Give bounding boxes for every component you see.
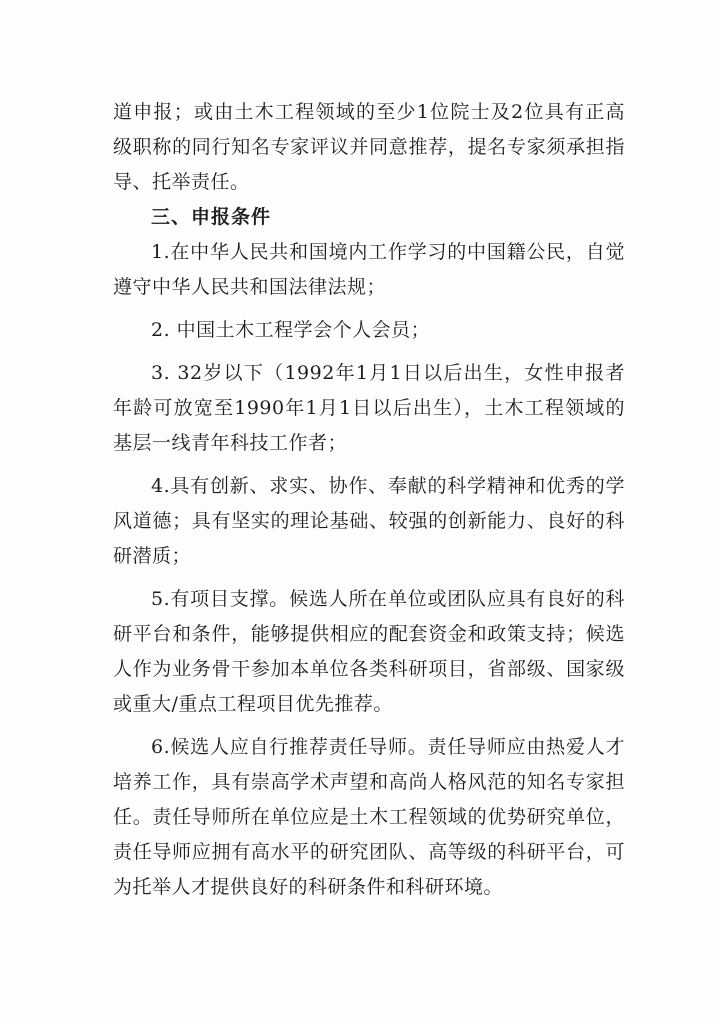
paragraph-line: 遵守中华人民共和国法律法规；	[113, 276, 387, 298]
paragraph-line: 任。责任导师所在单位应是土木工程领域的优势研究单位，	[113, 806, 625, 828]
paragraph-line: 研平台和条件，能够提供相应的配套资金和政策支持；候选	[113, 623, 625, 645]
paragraph-line: 导、托举责任。	[113, 171, 250, 193]
paragraph-line: 3. 32岁以下（1992年1月1日以后出生，女性申报者	[151, 362, 625, 384]
paragraph-line: 培养工作，具有崇高学术声望和高尚人格风范的知名专家担	[113, 771, 625, 793]
paragraph-line: 责任导师应拥有高水平的研究团队、高等级的科研平台，可	[113, 841, 625, 863]
paragraph-line: 年龄可放宽至1990年1月1日以后出生），土木工程领域的	[113, 397, 625, 419]
paragraph-line: 研潜质；	[113, 545, 192, 567]
list-item-5	[113, 582, 625, 722]
paragraph-line: 1.在中华人民共和国境内工作学习的中国籍公民，自觉	[151, 241, 625, 263]
intro-paragraph	[113, 95, 625, 200]
list-item-1	[113, 235, 625, 305]
list-item-3	[113, 356, 625, 461]
paragraph-line: 6.候选人应自行推荐责任导师。责任导师应由热爱人才	[151, 736, 625, 758]
document-body	[113, 95, 625, 905]
list-item-2	[113, 313, 625, 348]
paragraph-line: 或重大/重点工程项目优先推荐。	[113, 693, 393, 715]
list-item-6	[113, 730, 625, 905]
section-heading: 三、申报条件	[151, 206, 272, 228]
paragraph-line: 4.具有创新、求实、协作、奉献的科学精神和优秀的学	[151, 475, 625, 497]
paragraph-line: 5.有项目支撑。候选人所在单位或团队应具有良好的科	[151, 588, 625, 610]
paragraph-line: 基层一线青年科技工作者；	[113, 432, 348, 454]
paragraph-line: 为托举人才提供良好的科研条件和科研环境。	[113, 876, 504, 898]
list-item-4	[113, 469, 625, 574]
paragraph-line: 2. 中国土木工程学会个人会员；	[151, 319, 431, 341]
paragraph-line: 道申报；或由土木工程领域的至少1位院士及2位具有正高	[113, 101, 625, 123]
paragraph-line: 风道德；具有坚实的理论基础、较强的创新能力、良好的科	[113, 510, 625, 532]
paragraph-line: 人作为业务骨干参加本单位各类科研项目，省部级、国家级	[113, 658, 625, 680]
paragraph-line: 级职称的同行知名专家评议并同意推荐，提名专家须承担指	[113, 136, 625, 158]
